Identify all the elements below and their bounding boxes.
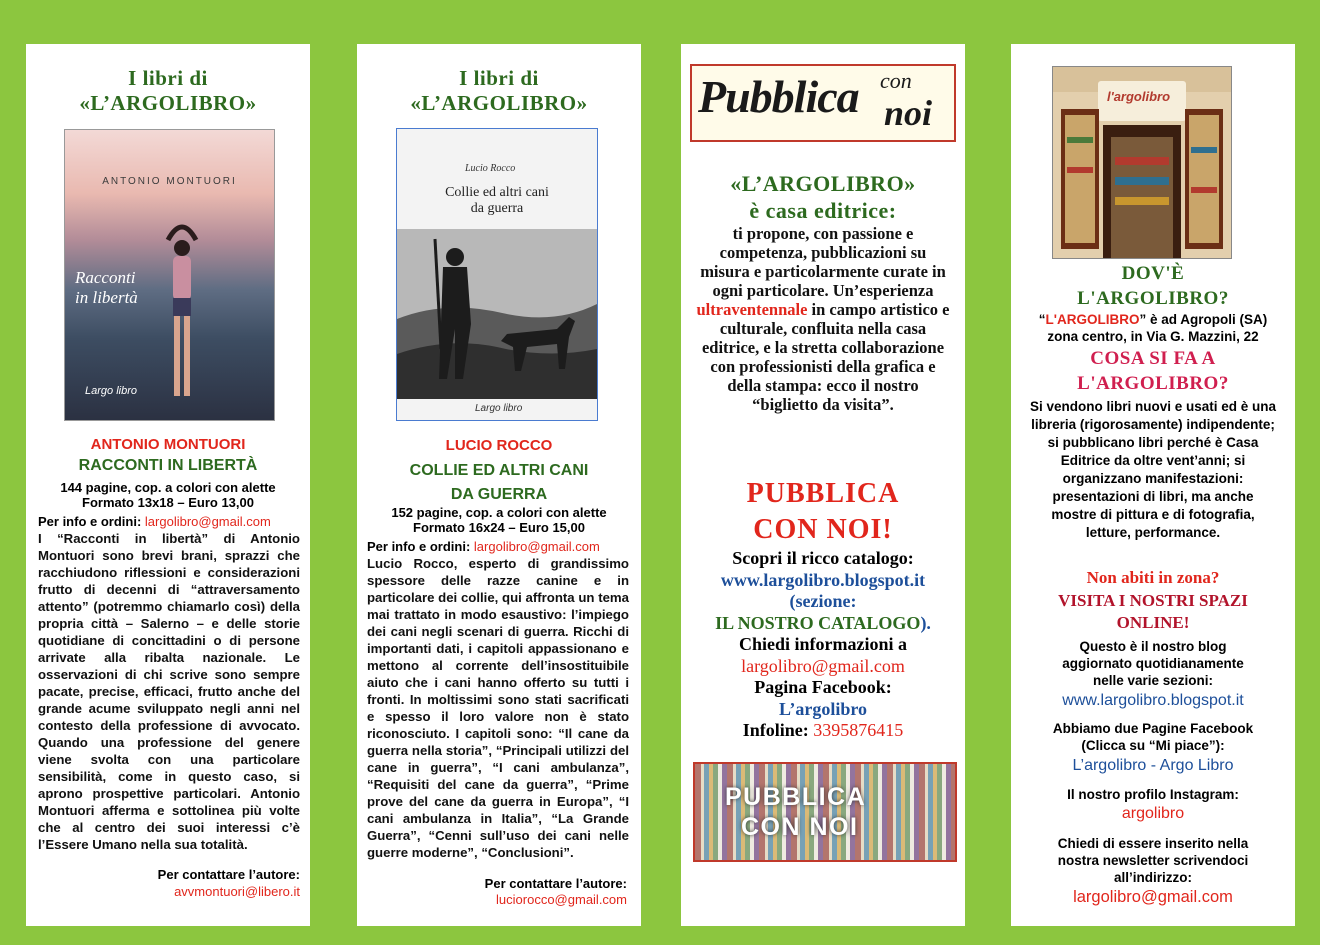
- book-specs: 152 pagine, cop. a colori con alette Formato 16x24 – Euro 15,00: [391, 505, 607, 535]
- catalog-info: Scopri il ricco catalogo: www.largolibro.blogspot.it (sezione: IL NOSTRO CATALOGO). Chiedi informazioni a largolibro@gmail.com Pagina Facebook: L’argolibro Infoline: 3395876415: [681, 548, 965, 742]
- book-specs: 144 pagine, cop. a colori con alette Formato 13x18 – Euro 13,00: [60, 480, 276, 510]
- publisher-text: ti propone, con passione e competenza, pubblicazioni su misura e particolarmente curate in ogni particolare. Un’esperienza ultraventennale in campo artistico e culturale, confluita nella casa editrice, e la stretta collaborazione con professionisti della grafica e della stampa: ecco il nostro “biglietto da visita”.: [696, 224, 950, 414]
- book-title: COLLIE ED ALTRI CANI DA GUERRA: [409, 462, 589, 503]
- newsletter-text: Chiedi di essere inserito nella nostra newsletter scrivendoci all’indirizzo:: [1057, 836, 1249, 885]
- what-heading: COSA SI FA A L'ARGOLIBRO?: [1077, 348, 1229, 394]
- where-heading: DOV'È L'ARGOLIBRO?: [1077, 263, 1229, 309]
- author-contact: Per contattare l’autore: luciorocco@gmail.com: [484, 876, 627, 907]
- phone-number[interactable]: 3395876415: [813, 720, 904, 740]
- facebook-link[interactable]: L’argolibro - Argo Libro: [1072, 757, 1234, 774]
- panel-book-montuori: [26, 44, 310, 926]
- pubblica-con-noi-logo: Pubblica con noi: [690, 64, 956, 142]
- instagram-text: Il nostro profilo Instagram:: [1067, 787, 1239, 802]
- blog-text: Questo è il nostro blog aggiornato quotidianamente nelle varie sezioni:: [1062, 639, 1244, 688]
- book-description: I “Racconti in libertà” di Antonio Montuori sono brevi brani, sprazzi che racchiudono riflessioni e considerazioni frutto di decenni di “attraversamento attento” (potremmo chiamarlo così) della propria città – Salerno – e delle storie quotidiane di concittadini o di persone arrivate alla ribalta nazionale. Le osservazioni di chi scrive sono sempre pacate, precise, efficaci, frutto anche del grande acume sviluppato negli anni nel contesto della professione di avvocato. Quando una professione del genere viene svolta con una particolare sensibilità, come in questo caso, si aprono prospettive particolari. Antonio Montuori afferma e sottolinea più volte che al centro dei suoi interessi c’è l’Essere Umano nella sua totalità.: [38, 531, 300, 852]
- blog-link[interactable]: www.largolibro.blogspot.it: [720, 569, 926, 590]
- book-author: LUCIO ROCCO: [445, 437, 553, 454]
- book-description: Lucio Rocco, esperto di grandissimo spessore delle razze canine e in particolare dei collie, qui affronta un tema mai trattato in modo esaustivo: l’impiego dei cani negli scenari di guerra. Ricchi di importanti dati, i capitoli appassionano e mettono al corrente dell’insostituibile aiuto che i cani hanno offerto su tutti i fronti. In moltissimi sono stati sacrificati e spesso il loro valore non è stato riconosciuto. I capitoli sono: “Il cane da guerra nella storia”, “Principali utilizzi del cane in guerra”, “I cani ambulanza”, “Requisiti del cane da guerra”, “Prime prove del cane da guerra in Europa”, “I cani ambulanza in Italia”, “La Grande Guerra”, “Cenni sull’uso dei cani nelle guerre moderne”, “Conclusioni”.: [367, 556, 629, 860]
- book-author: ANTONIO MONTUORI: [90, 436, 246, 453]
- soldier-and-dog-icon: [397, 229, 597, 399]
- email-link[interactable]: largolibro@gmail.com: [741, 655, 905, 676]
- panel-where-we-are: [1011, 44, 1295, 926]
- info-line: Per info e ordini: largolibro@gmail.com: [367, 539, 600, 554]
- author-email-link[interactable]: luciorocco@gmail.com: [496, 892, 627, 907]
- info-email-link[interactable]: largolibro@gmail.com: [473, 539, 600, 554]
- author-email-link[interactable]: avvmontuori@libero.it: [174, 884, 300, 899]
- publish-cta: PUBBLICA CON NOI!: [746, 478, 900, 545]
- facebook-link[interactable]: L’argolibro: [778, 698, 867, 719]
- newsletter-email-link[interactable]: largolibro@gmail.com: [1073, 888, 1233, 906]
- panel-heading: I libri di «L’ARGOLIBRO»: [410, 66, 588, 115]
- facebook-text: Abbiamo due Pagine Facebook (Clicca su “Mi piace”):: [1052, 721, 1254, 753]
- panel-book-rocco: [357, 44, 641, 926]
- visit-online: VISITA I NOSTRI SPAZI ONLINE!: [1058, 591, 1248, 632]
- bookshop-photo: l'argolibro: [1052, 66, 1232, 259]
- book-cover-image: ANTONIO MONTUORI Racconti in libertà Largo libro: [64, 129, 275, 421]
- author-contact: Per contattare l’autore: avvmontuori@libero.it: [157, 867, 300, 899]
- instagram-link[interactable]: argolibro: [1121, 805, 1185, 822]
- publish-banner-image: PUBBLICA CON NOI: [693, 762, 957, 862]
- address: “L'ARGOLIBRO” è ad Agropoli (SA) zona centro, in Via G. Mazzini, 22: [1038, 312, 1268, 344]
- panel-heading: I libri di «L’ARGOLIBRO»: [79, 66, 257, 115]
- book-cover-image: Lucio Rocco Collie ed altri cani da guerra Largo libro: [396, 128, 598, 421]
- girl-silhouette-icon: [160, 220, 204, 400]
- what-text: Si vendono libri nuovi e usati ed è una libreria (rigorosamente) indipendente; si pubblicano libri perché è Casa Editrice da oltre vent’anni; si organizzano manifestazioni: presentazioni di libri, ma anche mostre di pittura e di fotografia, letture, performance.: [1029, 399, 1277, 540]
- blog-link[interactable]: www.largolibro.blogspot.it: [1062, 692, 1244, 709]
- panel-publish-with-us: [681, 44, 965, 926]
- book-title: RACCONTI IN LIBERTÀ: [78, 457, 258, 474]
- publisher-heading: «L’ARGOLIBRO» è casa editrice:: [730, 171, 916, 223]
- info-email-link[interactable]: largolibro@gmail.com: [144, 514, 271, 529]
- info-line: Per info e ordini: largolibro@gmail.com: [38, 514, 271, 529]
- not-local: Non abiti in zona?: [1086, 568, 1220, 587]
